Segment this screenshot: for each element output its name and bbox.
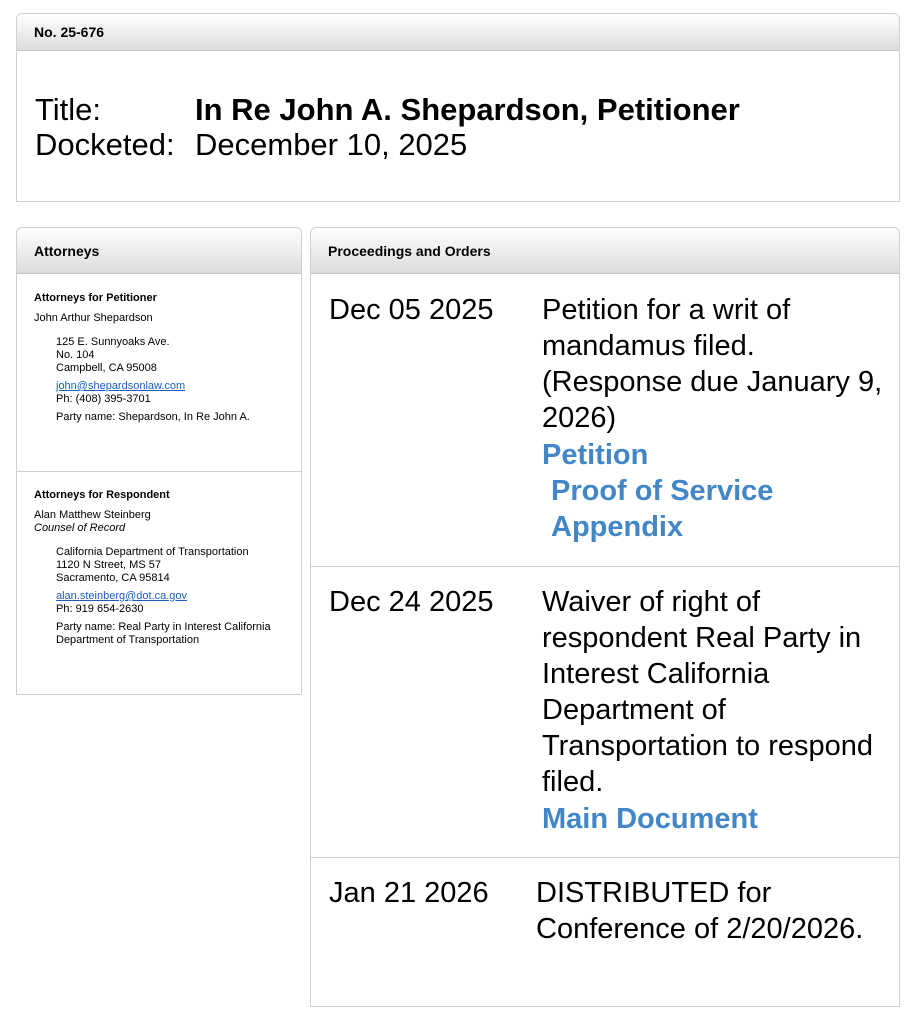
respondent-party-name: Party name: Real Party in Interest California Department of Transportation xyxy=(56,621,271,646)
counsel-of-record-label: Counsel of Record xyxy=(34,522,126,534)
petitioner-attorney-address xyxy=(56,336,296,424)
respondent-attorneys-section xyxy=(17,472,301,694)
respondent-phone: Ph: 919 654-2630 xyxy=(56,603,144,615)
docketed-label: Docketed: xyxy=(35,127,175,162)
proceeding-entry xyxy=(311,275,899,567)
entry-document-links xyxy=(542,801,758,837)
entry-description: Petition for a writ of mandamus filed. (Response due January 9, 2026) xyxy=(542,294,883,434)
entry-document-links xyxy=(542,437,773,545)
proceeding-entry xyxy=(311,567,899,858)
entry-date: Dec 24 2025 xyxy=(329,586,494,618)
respondent-email-link[interactable]: alan.steinberg@dot.ca.gov xyxy=(56,590,188,602)
docket-number: No. 25-676 xyxy=(17,14,899,51)
docketed-date: December 10, 2025 xyxy=(195,127,468,162)
petitioner-email-link[interactable]: john@shepardsonlaw.com xyxy=(56,380,186,392)
docket-info-panel xyxy=(16,13,900,202)
address-line: California Department of Transportation xyxy=(56,546,249,558)
appendix-link[interactable]: Appendix xyxy=(551,511,684,543)
proof-of-service-link[interactable]: Proof of Service xyxy=(551,475,774,507)
petitioner-attorney-name: John Arthur Shepardson xyxy=(34,312,153,324)
respondent-attorney-name: Alan Matthew Steinberg xyxy=(34,509,151,521)
address-line: No. 104 xyxy=(56,349,95,361)
attorneys-panel xyxy=(16,227,302,695)
petition-link[interactable]: Petition xyxy=(542,439,649,471)
entry-date: Dec 05 2025 xyxy=(329,294,494,326)
address-line: 1120 N Street, MS 57 xyxy=(56,559,161,571)
proceeding-entry xyxy=(311,858,899,1005)
address-line: Campbell, CA 95008 xyxy=(56,362,157,374)
respondent-section-title: Attorneys for Respondent xyxy=(34,489,170,501)
address-line: 125 E. Sunnyoaks Ave. xyxy=(56,336,170,348)
petitioner-party-name: Party name: Shepardson, In Re John A. xyxy=(56,411,250,423)
case-title: In Re John A. Shepardson, Petitioner xyxy=(195,92,740,127)
petitioner-section-title: Attorneys for Petitioner xyxy=(34,292,157,304)
entry-date: Jan 21 2026 xyxy=(329,877,489,909)
petitioner-attorneys-section xyxy=(17,275,301,472)
attorneys-header: Attorneys xyxy=(17,228,301,274)
title-label: Title: xyxy=(35,92,102,127)
main-document-link[interactable]: Main Document xyxy=(542,803,758,835)
proceedings-header: Proceedings and Orders xyxy=(311,228,899,274)
entry-description: Waiver of right of respondent Real Party in Interest California Department of Transportation to respond filed. xyxy=(542,586,874,798)
proceedings-panel xyxy=(310,227,900,1007)
entry-description: DISTRIBUTED for Conference of 2/20/2026. xyxy=(536,877,864,945)
petitioner-phone: Ph: (408) 395-3701 xyxy=(56,393,151,405)
respondent-attorney-address xyxy=(56,546,296,647)
address-line: Sacramento, CA 95814 xyxy=(56,572,170,584)
